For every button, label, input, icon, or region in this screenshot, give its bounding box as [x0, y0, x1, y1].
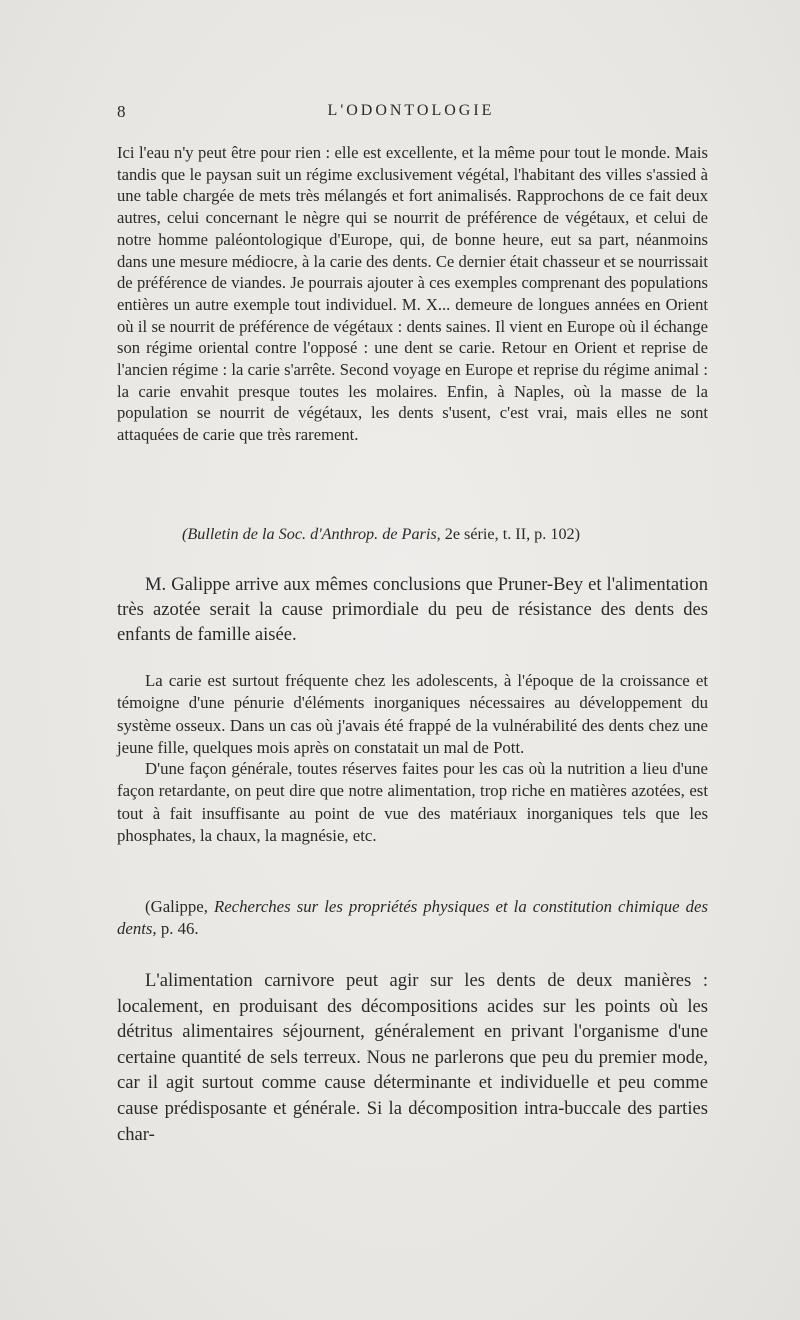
- page-header: [117, 102, 705, 126]
- paragraph-1: Ici l'eau n'y peut être pour rien : elle est excellente, et la même pour tout le monde. Mais tandis que le paysan suit un régime exclusivement végétal, l'habitant des villes s'assied à une table chargée de mets très mélangés et fort animalisés. Rapprochons de ce fait deux autres, celui concernant le nègre qui se nourrit de préférence de végétaux, et celui de notre homme paléontologique d'Europe, qui, de bonne heure, eut sa part, néanmoins dans une mesure médiocre, à la carie des dents. Ce dernier était chasseur et se nourrissait de préférence de viandes. Je pourrais ajouter à ces exemples comprenant des populations entières un autre exemple tout individuel. M. X... demeure de longues années en Orient où il se nourrit de préférence de végétaux : dents saines. Il vient en Europe où il échange son régime oriental contre l'opposé : une dent se carie. Retour en Orient et reprise de l'ancien régime : la carie s'arrête. Second voyage en Europe et reprise du régime animal : la carie envahit presque toutes les molaires. Enfin, à Naples, où la masse de la population se nourrit de végétaux, les dents s'usent, c'est vrai, mais elles ne sont attaquées de carie que très rarement.: [117, 143, 708, 445]
- citation-galippe-rest: p. 46.: [156, 919, 199, 939]
- paragraph-2: M. Galippe arrive aux mêmes conclusions que Pruner-Bey et l'alimentation très azotée serait la cause primordiale du peu de résistance des dents des enfants de famille aisée.: [117, 574, 708, 645]
- citation-bulletin-title: Bulletin de la Soc. d'Anthrop. de Paris,: [187, 525, 441, 543]
- running-title: L'ODONTOLOGIE: [327, 102, 495, 119]
- citation-galippe-title: Recherches sur les propriétés physiques et la constitution chimique des dents,: [117, 897, 708, 939]
- citation-galippe: [117, 896, 708, 941]
- citation-galippe-open: (Galippe,: [145, 897, 214, 916]
- citation-bulletin-rest: 2e série, t. II, p. 102): [440, 525, 581, 543]
- paragraph-6: L'alimentation carnivore peut agir sur les dents de deux manières : localement, en produisant des décompositions acides sur les points où les détritus alimentaires séjournent, généralement en privant l'organisme d'une certaine quantité de sels terreux. Nous ne parlerons que peu du premier mode, car il agit surtout comme cause déterminante et individuelle et peu comme cause prédisposante et générale. Si la décomposition intra-buccale des parties char-: [117, 970, 708, 1145]
- paragraph-4: D'une façon générale, toutes réserves faites pour les cas où la nutrition a lieu d'une façon retardante, on peut dire que notre alimentation, trop riche en matières azotées, est tout à fait insuffisante au point de vue des matériaux inorganiques tels que les phosphates, la chaux, la magnésie, etc.: [117, 759, 708, 846]
- citation-bulletin: [182, 524, 712, 545]
- citation-bulletin-open: (: [182, 525, 188, 543]
- page-number: 8: [117, 102, 127, 121]
- paragraph-3: La carie est surtout fréquente chez les adolescents, à l'époque de la croissance et témoigne d'une pénurie d'éléments inorganiques nécessaires au développement du système osseux. Dans un cas où j'avais été frappé de la vulnérabilité des dents chez une jeune fille, quelques mois après on constatait un mal de Pott.: [117, 671, 708, 758]
